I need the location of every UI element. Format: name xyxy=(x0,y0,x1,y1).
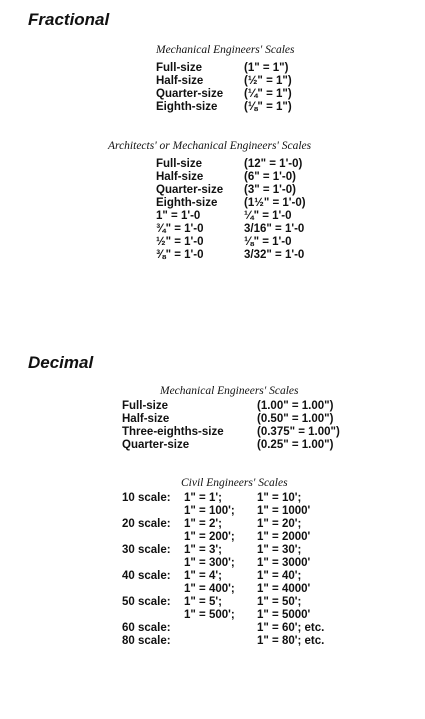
scale-ratio-a: 1" = 1'; xyxy=(184,492,222,504)
table-row xyxy=(122,570,367,583)
scale-ratio-b: 1" = 5000' xyxy=(257,609,311,621)
fractional-arch-table xyxy=(156,158,344,262)
decimal-civil-rows xyxy=(122,492,367,648)
scale-ratio: (⅛" = 1") xyxy=(244,101,292,113)
scale-ratio: (0.25" = 1.00") xyxy=(257,439,334,451)
scale-ratio: (12" = 1'-0) xyxy=(244,158,303,170)
scale-ratio-b: 1" = 30'; xyxy=(257,544,302,556)
table-row xyxy=(122,400,372,413)
scale-ratio-b: 1" = 2000' xyxy=(257,531,311,543)
table-row xyxy=(156,101,334,114)
table-row xyxy=(156,75,334,88)
scale-name: Quarter-size xyxy=(156,88,224,100)
scale-ratio-b: 1" = 60'; etc. xyxy=(257,622,325,634)
scale-ratio-a: 1" = 2'; xyxy=(184,518,222,530)
scale-ratio-b: 1" = 50'; xyxy=(257,596,302,608)
scale-name: ¾" = 1'-0 xyxy=(156,223,204,235)
scale-ratio: (6" = 1'-0) xyxy=(244,171,296,183)
decimal-civil-table xyxy=(122,492,367,648)
table-row xyxy=(122,505,367,518)
fractional-arch-title: Architects' or Mechanical Engineers' Scales xyxy=(108,140,312,152)
table-row xyxy=(156,88,334,101)
table-row xyxy=(122,531,367,544)
scale-ratio-b: 1" = 3000' xyxy=(257,557,311,569)
table-row xyxy=(156,223,344,236)
table-row xyxy=(122,544,367,557)
scale-label: 20 scale: xyxy=(122,518,171,530)
decimal-mech-title: Mechanical Engineers' Scales xyxy=(160,385,299,397)
table-row xyxy=(156,249,344,262)
fractional-mech-rows xyxy=(156,62,334,114)
table-row xyxy=(122,413,372,426)
scale-ratio: ⅛" = 1'-0 xyxy=(244,236,292,248)
scale-label: 30 scale: xyxy=(122,544,171,556)
fractional-heading: Fractional xyxy=(28,10,110,29)
table-row xyxy=(156,158,344,171)
scale-name: Full-size xyxy=(122,400,169,412)
scale-name: Quarter-size xyxy=(156,184,224,196)
table-row xyxy=(156,171,344,184)
table-row xyxy=(122,557,367,570)
fractional-arch-rows xyxy=(156,158,344,262)
scale-ratio: (0.375" = 1.00") xyxy=(257,426,340,438)
scale-name: ⅜" = 1'-0 xyxy=(156,249,204,261)
table-row xyxy=(122,635,367,648)
decimal-civil-title: Civil Engineers' Scales xyxy=(181,477,288,489)
table-row xyxy=(156,184,344,197)
scale-name: ½" = 1'-0 xyxy=(156,236,204,248)
scale-name: Three-eighths-size xyxy=(122,426,224,438)
table-row xyxy=(122,426,372,439)
fractional-mech-title: Mechanical Engineers' Scales xyxy=(156,44,295,56)
scale-ratio: 3/32" = 1'-0 xyxy=(244,249,305,261)
scale-ratio-b: 1" = 4000' xyxy=(257,583,311,595)
scale-ratio: 3/16" = 1'-0 xyxy=(244,223,305,235)
table-row xyxy=(122,439,372,452)
table-row xyxy=(156,62,334,75)
table-row xyxy=(156,197,344,210)
table-row xyxy=(156,210,344,223)
scale-label: 40 scale: xyxy=(122,570,171,582)
scale-ratio: (0.50" = 1.00") xyxy=(257,413,334,425)
scale-ratio: (3" = 1'-0) xyxy=(244,184,296,196)
scale-name: 1" = 1'-0 xyxy=(156,210,201,222)
scale-label: 10 scale: xyxy=(122,492,171,504)
table-row xyxy=(156,236,344,249)
scale-ratio: (¼" = 1") xyxy=(244,88,292,100)
scale-ratio: ¼" = 1'-0 xyxy=(244,210,292,222)
decimal-mech-table xyxy=(122,400,372,452)
scale-ratio-b: 1" = 20'; xyxy=(257,518,302,530)
scale-ratio-a: 1" = 3'; xyxy=(184,544,222,556)
scale-ratio-a: 1" = 4'; xyxy=(184,570,222,582)
scale-ratio-b: 1" = 80'; etc. xyxy=(257,635,325,647)
scale-name: Full-size xyxy=(156,62,203,74)
scale-ratio-a: 1" = 400'; xyxy=(184,583,235,595)
fractional-mech-table xyxy=(156,62,334,114)
decimal-mech-rows xyxy=(122,400,372,452)
scale-ratio-b: 1" = 10'; xyxy=(257,492,302,504)
scale-ratio-a: 1" = 100'; xyxy=(184,505,235,517)
scale-name: Eighth-size xyxy=(156,101,218,113)
scale-name: Half-size xyxy=(156,171,204,183)
scale-ratio: (1.00" = 1.00") xyxy=(257,400,334,412)
scale-ratio-a: 1" = 500'; xyxy=(184,609,235,621)
table-row xyxy=(122,622,367,635)
scale-ratio-a: 1" = 200'; xyxy=(184,531,235,543)
scale-label: 50 scale: xyxy=(122,596,171,608)
table-row xyxy=(122,596,367,609)
scale-ratio: (1" = 1") xyxy=(244,62,289,74)
table-row xyxy=(122,609,367,622)
decimal-heading: Decimal xyxy=(28,353,94,372)
scale-ratio-b: 1" = 40'; xyxy=(257,570,302,582)
scale-ratio: (½" = 1") xyxy=(244,75,292,87)
scale-name: Quarter-size xyxy=(122,439,190,451)
scale-label: 80 scale: xyxy=(122,635,171,647)
scale-name: Full-size xyxy=(156,158,203,170)
scale-name: Half-size xyxy=(156,75,204,87)
scale-ratio-b: 1" = 1000' xyxy=(257,505,311,517)
table-row xyxy=(122,492,367,505)
scale-name: Half-size xyxy=(122,413,170,425)
scale-ratio: (1½" = 1'-0) xyxy=(244,197,306,209)
scale-ratio-a: 1" = 300'; xyxy=(184,557,235,569)
table-row xyxy=(122,583,367,596)
table-row xyxy=(122,518,367,531)
scale-name: Eighth-size xyxy=(156,197,218,209)
scale-ratio-a: 1" = 5'; xyxy=(184,596,222,608)
scale-label: 60 scale: xyxy=(122,622,171,634)
